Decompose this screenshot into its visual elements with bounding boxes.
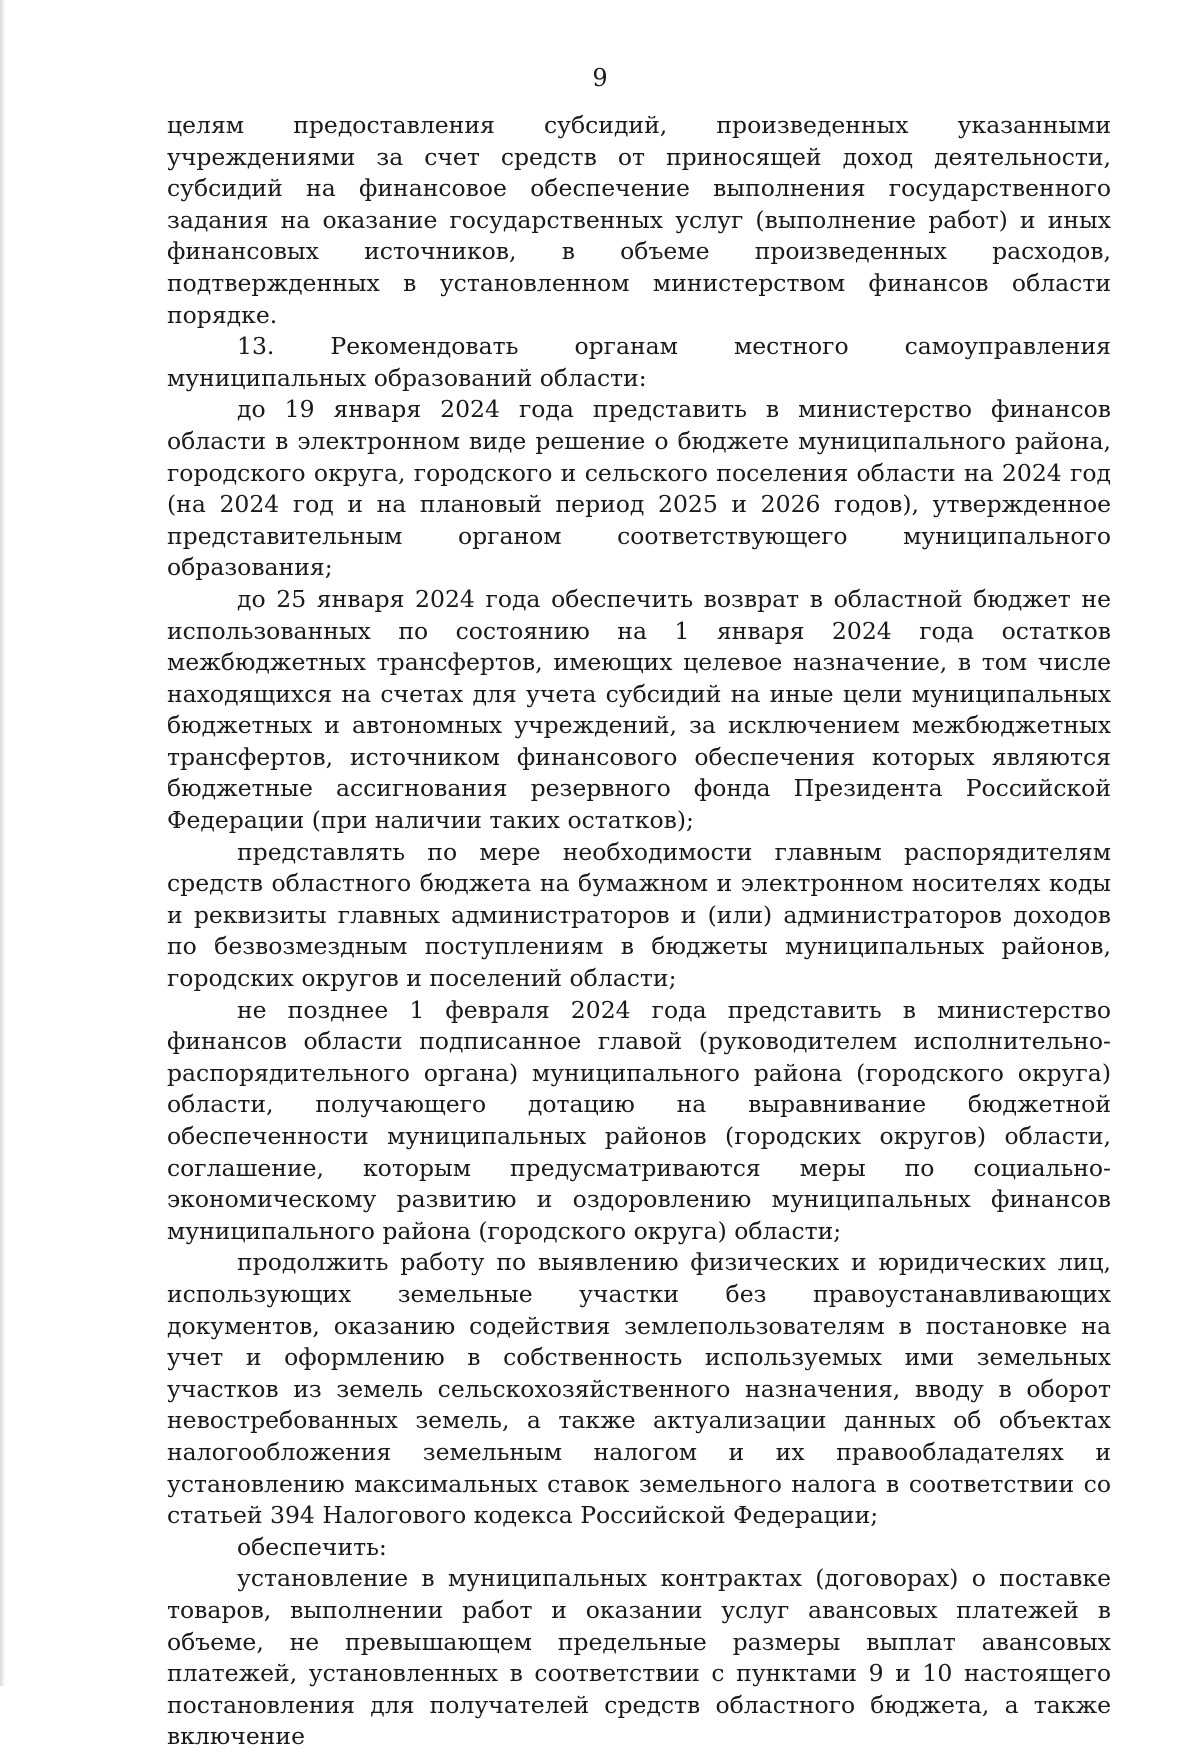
paragraph-2: 13. Рекомендовать органам местного самоуправления муниципальных образований области:: [167, 332, 1111, 392]
document-body: [167, 110, 1111, 1753]
page-number: 9: [592, 64, 608, 92]
paragraph-6: не позднее 1 февраля 2024 года представить в министерство финансов области подписанное главой (руководителем исполнительно-распорядительного органа) муниципального района (городского округа) области, получающего дотацию на выравнивание бюджетной обеспеченности муниципальных районов (городских округов) области, соглашение, которым предусматриваются меры по социально-экономическому развитию и оздоровлению муниципальных финансов муниципального района (городского округа) области;: [167, 995, 1111, 1245]
paragraph-3: до 19 января 2024 года представить в министерство финансов области в электронном виде решение о бюджете муниципального района, городского округа, городского и сельского поселения области на 2024 год (на 2024 год и на плановый период 2025 и 2026 годов), утвержденное представительным органом соответствующего муниципального образования;: [167, 395, 1111, 582]
paragraph-1: целям предоставления субсидий, произведенных указанными учреждениями за счет средств от приносящей доход деятельности, субсидий на финансовое обеспечение выполнения государственного задания на оказание государственных услуг (выполнение работ) и иных финансовых источников, в объеме произведенных расходов, подтвержденных в установленном министерством финансов области порядке.: [167, 111, 1111, 329]
paragraph-9: установление в муниципальных контрактах (договорах) о поставке товаров, выполнении работ и оказании услуг авансовых платежей в объеме, не превышающем предельные размеры выплат авансовых платежей, установленных в соответствии с пунктами 9 и 10 настоящего постановления для получателей средств областного бюджета, а также включение: [167, 1564, 1111, 1751]
paragraph-5: представлять по мере необходимости главным распорядителям средств областного бюджета на бумажном и электронном носителях коды и реквизиты главных администраторов и (или) администраторов доходов по безвозмездным поступлениям в бюджеты муниципальных районов, городских округов и поселений области;: [167, 837, 1111, 993]
scan-edge: [0, 0, 6, 1686]
paragraph-8: обеспечить:: [237, 1532, 387, 1561]
paragraph-4: до 25 января 2024 года обеспечить возврат в областной бюджет не использованных по состоянию на 1 января 2024 года остатков межбюджетных трансфертов, имеющих целевое назначение, в том числе находящихся на счетах для учета субсидий на иные цели муниципальных бюджетных и автономных учреждений, за исключением межбюджетных трансфертов, источником финансового обеспечения которых являются бюджетные ассигнования резервного фонда Президента Российской Федерации (при наличии таких остатков);: [167, 584, 1111, 835]
paragraph-7: продолжить работу по выявлению физических и юридических лиц, использующих земельные участки без правоустанавливающих документов, оказанию содействия землепользователям в постановке на учет и оформлению в собственность используемых ими земельных участков из земель сельскохозяйственного назначения, вводу в оборот невостребованных земель, а также актуализации данных об объектах налогообложения земельным налогом и их правообладателях и установлению максимальных ставок земельного налога в соответствии со статьей 394 Налогового кодекса Российской Федерации;: [167, 1248, 1111, 1530]
